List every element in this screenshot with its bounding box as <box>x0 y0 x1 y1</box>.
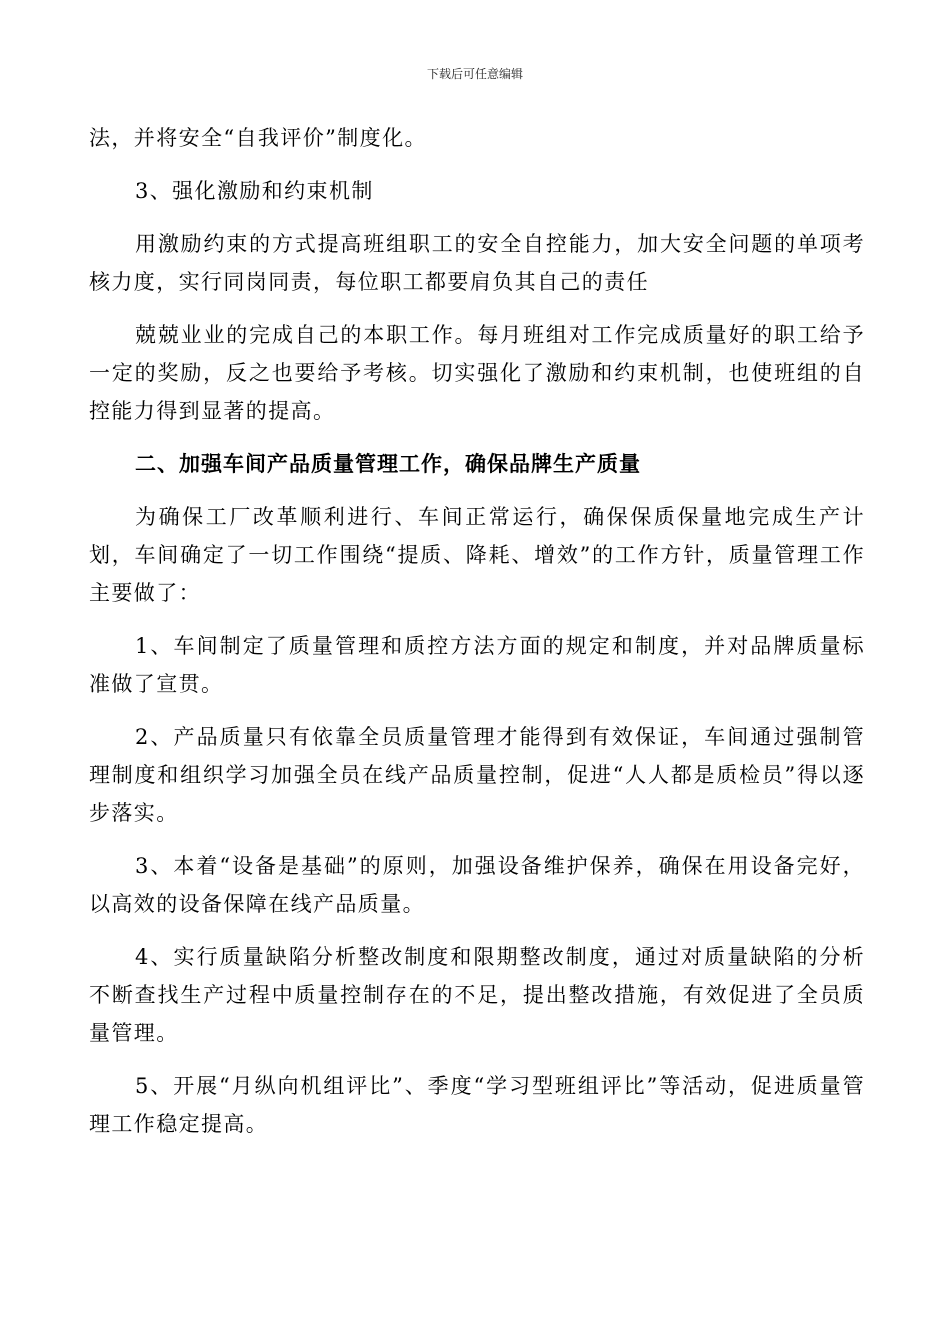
paragraph-diligent-work: 兢兢业业的完成自己的本职工作。每月班组对工作完成质量好的职工给予一定的奖励，反之也要给予考核。切实强化了激励和约束机制，也使班组的自控能力得到显著的提高。 <box>89 323 865 423</box>
page-header-note: 下载后可任意编辑 <box>426 67 523 81</box>
section-heading-quality-management: 二、加强车间产品质量管理工作，确保品牌生产质量 <box>135 451 641 476</box>
subheading-incentive-mechanism: 3、强化激励和约束机制 <box>135 179 374 203</box>
paragraph-continuation: 法，并将安全“自我评价”制度化。 <box>89 126 427 150</box>
list-item-5: 5、开展“月纵向机组评比”、季度“学习型班组评比”等活动，促进质量管理工作稳定提高。 <box>89 1074 865 1136</box>
list-item-1: 1、车间制定了质量管理和质控方法方面的规定和制度，并对品牌质量标准做了宣贯。 <box>89 634 865 696</box>
list-item-4: 4、实行质量缺陷分析整改制度和限期整改制度，通过对质量缺陷的分析不断查找生产过程中质量控制存在的不足，提出整改措施，有效促进了全员质量管理。 <box>89 945 865 1045</box>
list-item-2: 2、产品质量只有依靠全员质量管理才能得到有效保证，车间通过强制管理制度和组织学习加强全员在线产品质量控制，促进“人人都是质检员”得以逐步落实。 <box>89 725 865 825</box>
paragraph-incentive-constraint: 用激励约束的方式提高班组职工的安全自控能力，加大安全问题的单项考核力度，实行同岗同责，每位职工都要肩负其自己的责任 <box>89 232 865 294</box>
paragraph-quality-intro: 为确保工厂改革顺利进行、车间正常运行，确保保质保量地完成生产计划，车间确定了一切工作围绕“提质、降耗、增效”的工作方针，质量管理工作主要做了： <box>89 505 865 605</box>
document-body <box>89 119 865 1143</box>
list-item-3: 3、本着“设备是基础”的原则，加强设备维护保养，确保在用设备完好，以高效的设备保障在线产品质量。 <box>89 854 865 916</box>
